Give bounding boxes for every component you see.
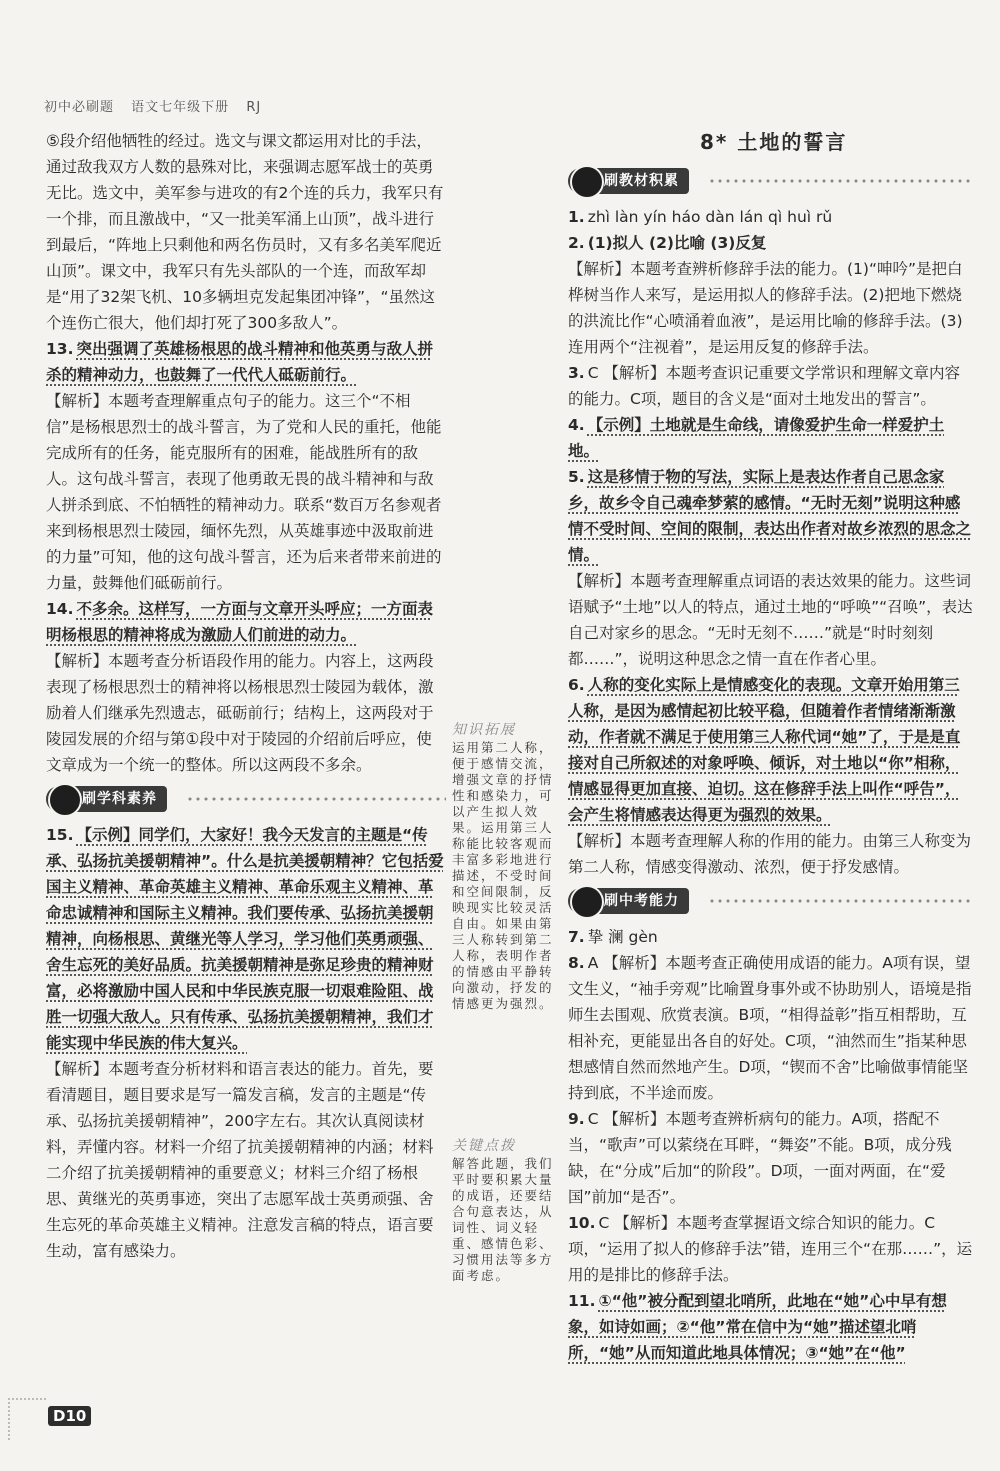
- right-column: [568, 160, 973, 1366]
- section-title: 8* 土地的誓言: [700, 130, 848, 154]
- sidenote-text: 解答此题，我们平时要积累大量的成语，还要结合句意表达，从词性、词义轻重、感情色彩、习惯用法等多方面考虑。: [452, 1156, 554, 1283]
- question-10: [568, 1210, 973, 1288]
- question-3: [568, 360, 973, 412]
- q12-continuation: ⑤段介绍他牺牲的经过。选文与课文都运用对比的手法，通过敌我双方人数的悬殊对比，来强调志愿军战士的英勇无比。选文中，美军参与进攻的有2个连的兵力，我军只有一个排，而且激战中，“又一批美军涌上山顶”，战斗进行到最后，“阵地上只剩他和两名伤员时，又有多名美军爬近山顶”。课文中，我军只有先头部队的一个连，而敌军却是“用了32架飞机、10多辆坦克发起集团冲锋”，“虽然这个连伤亡很大，他们却打死了300多敌人”。: [46, 132, 444, 332]
- analysis-text: 【解析】本题考查理解重点句子的能力。这三个“不相信”是杨根思烈士的战斗誓言，为了党和人民的重托，他能完成所有的任务，能克服所有的困难，能战胜所有的敌人。这句战斗誓言，表现了他勇敢无畏的战斗精神和与敌人拼杀到底、不怕牺牲的精神动力。联系“数百万名参观者来到杨根思烈士陵园，缅怀先烈，从英雄事迹中汲取前进的力量”可知，他的这句战斗誓言，还为后来者带来前进的力量，鼓舞他们砥砺前行。: [46, 392, 442, 592]
- dotted-divider: [708, 899, 973, 903]
- banner-label: 刷中考能力: [568, 888, 689, 914]
- subject-title: 语文七年级下册: [131, 100, 230, 115]
- sidenote-key-points: [452, 1138, 562, 1284]
- dotted-divider: [186, 797, 446, 801]
- section-banner: [568, 886, 973, 918]
- book-title: 初中必刷题: [44, 100, 115, 115]
- answer-text: (1)拟人 (2)比喻 (3)反复: [587, 234, 767, 252]
- question-number: 5.: [568, 468, 585, 486]
- question-number: 13.: [46, 340, 74, 358]
- analysis-text: 【解析】本题考查理解重点词语的表达效果的能力。这些词语赋予“土地”以人的特点，通过土地的“呼唤”“召唤”，表达自己对家乡的思念。“无时无刻不……”就是“时时刻刻都……”，说明这种思念之情一直在作者心里。: [568, 572, 973, 668]
- question-8: [568, 950, 973, 1106]
- answer-text: 这是移情于物的写法，实际上是表达作者自己思念家乡，故乡令自己魂牵梦萦的感情。“无时无刻”说明这种感情不受时间、空间的限制，表达出作者对故乡浓烈的思念之情。: [568, 468, 972, 564]
- sidenote-title: 关键点拨: [452, 1138, 516, 1154]
- question-13: [46, 336, 446, 388]
- question-14: [46, 596, 446, 648]
- question-6: [568, 672, 973, 828]
- analysis-text: 【解析】本题考查分析材料和语言表达的能力。首先，要看清题目，题目要求是写一篇发言稿，发言的主题是“传承、弘扬抗美援朝精神”，200字左右。其次认真阅读材料，弄懂内容。材料一介绍了抗美援朝精神的内涵；材料二介绍了抗美援朝精神的重要意义；材料三介绍了杨根思、黄继光的英勇事迹，突出了志愿军战士英勇顽强、舍生忘死的革命英雄主义精神。注意发言稿的特点，语言要生动，富有感染力。: [46, 1060, 434, 1260]
- question-15: [46, 822, 446, 1056]
- question-number: 4.: [568, 416, 585, 434]
- sidenote-knowledge: [452, 722, 562, 1012]
- answer-text: A 【解析】本题考查正确使用成语的能力。A项有误，望文生义，“袖手旁观”比喻置身事外或不协助别人，语境是指师生去围观、欣赏表演。B项，“相得益彰”指互相帮助，互相补充，更能显出各自的好处。C项，“油然而生”指某种思想感情自然而然地产生。D项，“锲而不舍”比喻做事情能坚持到底，不半途而废。: [568, 954, 972, 1102]
- analysis-text: 【解析】本题考查分析语段作用的能力。内容上，这两段表现了杨根思烈士的精神将以杨根思烈士陵园为载体，激励着人们继承先烈遗志，砥砺前行；结构上，这两段对于陵园发展的介绍与第①段中对于陵园的介绍前后呼应，使文章成为一个统一的整体。所以这两段不多余。: [46, 652, 434, 774]
- answer-text: C 【解析】本题考查掌握语文综合知识的能力。C项，“运用了拟人的修辞手法”错，连用三个“在那……”，运用的是排比的修辞手法。: [568, 1214, 973, 1284]
- question-5: [568, 464, 973, 568]
- question-number: 1.: [568, 208, 585, 226]
- answer-text: 挚 澜 gèn: [587, 928, 658, 946]
- sidenote-title: 知识拓展: [452, 722, 516, 738]
- analysis-text: 【解析】本题考查理解人称的作用的能力。由第三人称变为第二人称，情感变得激动、浓烈，便于抒发感情。: [568, 832, 972, 876]
- question-number: 11.: [568, 1292, 596, 1310]
- question-number: 3.: [568, 364, 585, 382]
- answer-text: 不多余。这样写，一方面与文章开头呼应；一方面表明杨根思的精神将成为激励人们前进的动力。: [46, 600, 433, 644]
- question-number: 6.: [568, 676, 585, 694]
- question-4: [568, 412, 973, 464]
- dotted-divider: [708, 179, 973, 183]
- answer-text: 【示例】土地就是生命线，请像爱护生命一样爱护土地。: [568, 416, 945, 460]
- question-2: [568, 230, 973, 256]
- question-number: 14.: [46, 600, 74, 618]
- sidenote-text: 运用第二人称，便于感情交流，增强文章的抒情性和感染力，可以产生拟人效果。运用第三人称能比较客观而丰富多彩地进行描述，不受时间和空间限制，反映现实比较灵活自由。如果由第三人称转到第二人称，表明作者的情感由平静转向激动，抒发的情感更为强烈。: [452, 740, 554, 1011]
- edition-label: RJ: [246, 100, 262, 115]
- left-column: [46, 128, 446, 1264]
- section-banner: [568, 166, 973, 198]
- answer-text: zhì làn yín háo dàn lán qì huì rǔ: [587, 208, 833, 226]
- question-number: 10.: [568, 1214, 596, 1232]
- answer-text: C 【解析】本题考查辨析病句的能力。A项，搭配不当，“歌声”可以萦绕在耳畔，“舞姿”不能。B项，成分残缺，在“分成”后加“的阶段”。D项，一面对两面，在“爱国”前加“是否”。: [568, 1110, 952, 1206]
- analysis-text: 【解析】本题考查辨析修辞手法的能力。(1)“呻吟”是把白桦树当作人来写，是运用拟人的修辞手法。(2)把地下燃烧的洪流比作“心喷涌着血液”，是运用比喻的修辞手法。(3)连用两个“注视着”，是运用反复的修辞手法。: [568, 260, 963, 356]
- question-number: 9.: [568, 1110, 585, 1128]
- banner-label: 刷学科素养: [46, 786, 167, 812]
- answer-text: 人称的变化实际上是情感变化的表现。文章开始用第三人称，是因为感情起初比较平稳，但随着作者情绪渐渐激动，作者就不满足于使用第三人称代词“她”了，于是是直接对自己所叙述的对象呼唤、倾诉，对土地以“你”相称，情感显得更加直接、迫切。这在修辞手法上叫作“呼告”，会产生将情感表达得更为强烈的效果。: [568, 676, 961, 824]
- question-1: [568, 204, 973, 230]
- answer-text: C 【解析】本题考查识记重要文学常识和理解文章内容的能力。C项，题目的含义是“面对土地发出的誓言”。: [568, 364, 960, 408]
- question-9: [568, 1106, 973, 1210]
- question-number: 7.: [568, 928, 585, 946]
- page-header: [44, 96, 273, 115]
- answer-text: 【示例】同学们，大家好！我今天发言的主题是“传承、弘扬抗美援朝精神”。什么是抗美援朝精神？它包括爱国主义精神、革命英雄主义精神、革命乐观主义精神、革命忠诚精神和国际主义精神。我们要传承、弘扬抗美援朝精神，向杨根思、黄继光等人学习，学习他们英勇顽强、舍生忘死的美好品质。抗美援朝精神是弥足珍贵的精神财富，必将激励中国人民和中华民族克服一切艰难险阻、战胜一切强大敌人。只有传承、弘扬抗美援朝精神，我们才能实现中华民族的伟大复兴。: [46, 826, 444, 1052]
- page-corner-decoration: [8, 1398, 46, 1440]
- question-number: 2.: [568, 234, 585, 252]
- answer-text: 突出强调了英雄杨根思的战斗精神和他英勇与敌人拼杀的精神动力，也鼓舞了一代代人砥砺前行。: [46, 340, 433, 384]
- banner-label: 刷教材积累: [568, 168, 689, 194]
- question-number: 8.: [568, 954, 585, 972]
- answer-text: ①“他”被分配到望北哨所，此地在“她”心中早有想象，如诗如画；②“他”常在信中为“她”描述望北哨所，“她”从而知道此地具体情况；③“她”在“他”: [568, 1292, 947, 1362]
- question-number: 15.: [46, 826, 74, 844]
- section-banner: [46, 784, 446, 816]
- question-7: [568, 924, 973, 950]
- question-11: [568, 1288, 973, 1366]
- page-number: D10: [48, 1406, 91, 1426]
